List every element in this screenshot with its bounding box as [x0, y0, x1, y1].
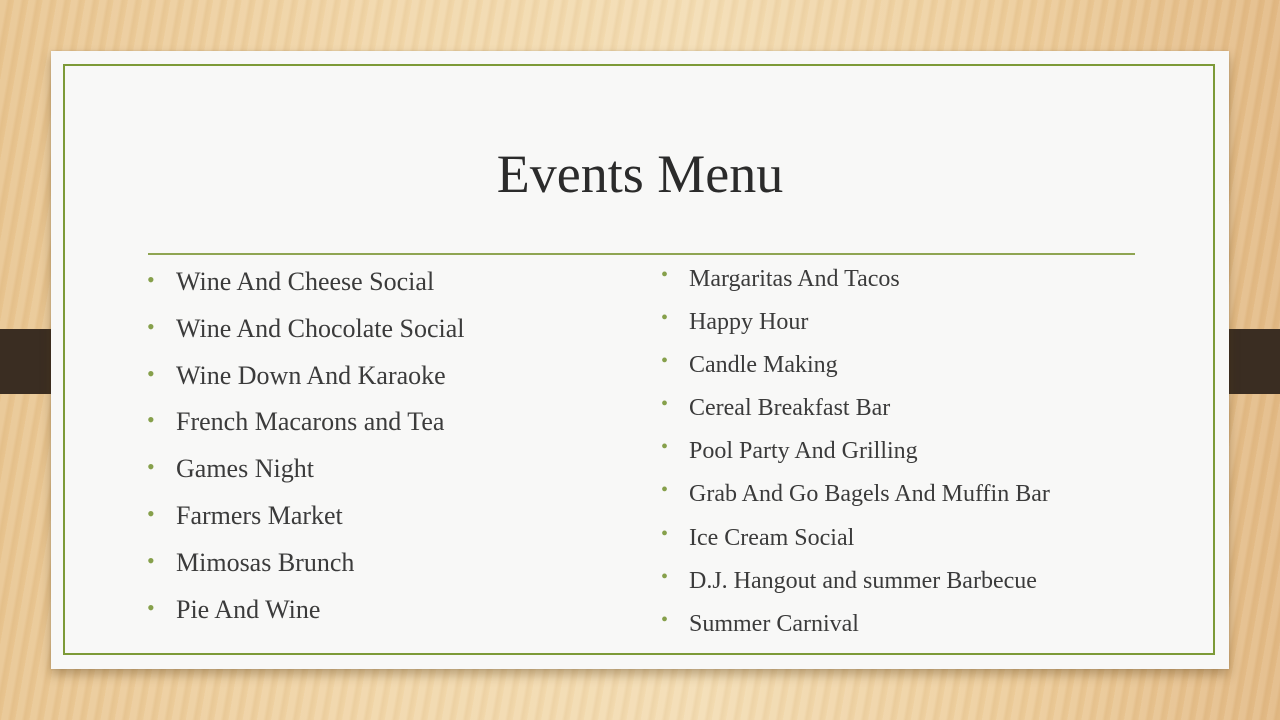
list-item: [145, 402, 465, 449]
list-item-label: Wine And Cheese Social: [176, 267, 435, 296]
bullet-dot-icon: •: [661, 393, 669, 416]
list-item: [659, 304, 1050, 347]
list-item: [659, 563, 1050, 606]
list-item: [659, 347, 1050, 390]
bullet-dot-icon: •: [147, 547, 155, 573]
bullet-dot-icon: •: [147, 313, 155, 339]
list-item-label: Candle Making: [689, 352, 838, 379]
list-item-label: Mimosas Brunch: [176, 547, 355, 577]
bullet-dot-icon: •: [147, 500, 155, 526]
bullet-dot-icon: •: [661, 436, 669, 459]
bullet-dot-icon: •: [661, 522, 669, 545]
bullet-dot-icon: •: [661, 479, 669, 502]
bullet-dot-icon: •: [147, 360, 155, 386]
list-item: [659, 261, 1050, 304]
list-item: [145, 262, 465, 309]
list-item-label: Summer Carnival: [689, 610, 859, 637]
list-item: [659, 476, 1050, 519]
slide: [51, 51, 1229, 669]
list-item: [659, 606, 1050, 649]
bullet-dot-icon: •: [147, 594, 155, 620]
list-item: [145, 356, 465, 403]
list-item-label: D.J. Hangout and summer Barbecue: [689, 567, 1037, 594]
bullet-dot-icon: •: [661, 565, 669, 588]
list-item-label: Cereal Breakfast Bar: [689, 395, 891, 422]
bullet-dot-icon: •: [661, 307, 669, 330]
events-list-left: [145, 262, 465, 636]
list-item: [145, 590, 465, 637]
bullet-dot-icon: •: [661, 608, 669, 631]
list-item: [145, 543, 465, 590]
list-item-label: Farmers Market: [176, 500, 343, 530]
list-item-label: Wine And Chocolate Social: [176, 313, 465, 343]
title-divider: [148, 253, 1135, 255]
list-item-label: Margaritas And Tacos: [689, 266, 900, 292]
list-item: [145, 449, 465, 496]
list-item-label: French Macarons and Tea: [176, 407, 445, 437]
list-item-label: Wine Down And Karaoke: [176, 360, 446, 390]
list-item: [145, 496, 465, 543]
bullet-dot-icon: •: [661, 350, 669, 373]
list-item-label: Pool Party And Grilling: [689, 438, 918, 465]
list-item: [145, 309, 465, 356]
list-item: [659, 520, 1050, 563]
bullet-dot-icon: •: [147, 407, 155, 433]
bullet-dot-icon: •: [147, 267, 155, 292]
events-list-right: [659, 261, 1050, 649]
list-item-label: Grab And Go Bagels And Muffin Bar: [689, 481, 1050, 508]
bullet-dot-icon: •: [661, 264, 669, 286]
list-item-label: Games Night: [176, 454, 314, 484]
bullet-dot-icon: •: [147, 454, 155, 480]
list-item-label: Happy Hour: [689, 309, 809, 336]
slide-title: Events Menu: [496, 144, 784, 204]
list-item: [659, 433, 1050, 476]
list-item-label: Pie And Wine: [176, 594, 321, 624]
list-item: [659, 390, 1050, 433]
list-item-label: Ice Cream Social: [689, 524, 855, 551]
